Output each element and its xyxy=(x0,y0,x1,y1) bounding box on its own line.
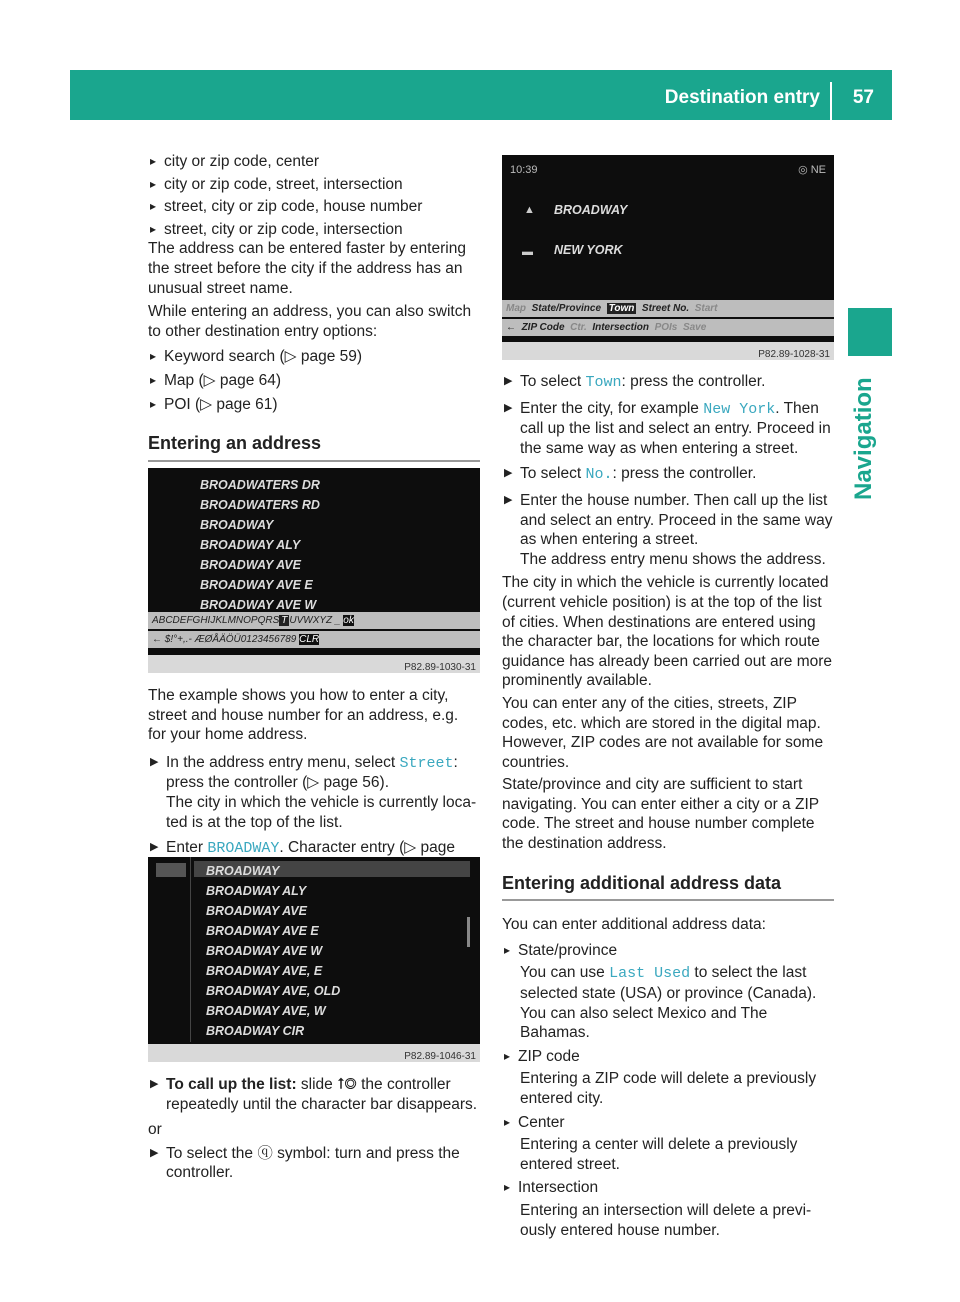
list-item: BROADWAY AVE xyxy=(200,558,301,572)
ui-term: New York xyxy=(703,400,776,418)
menu-bar: Map State/Province Town Street No. Start xyxy=(502,300,834,317)
list-item: BROADWAY AVE, W xyxy=(206,1004,326,1018)
header-separator xyxy=(830,82,832,120)
list-item-text: Entering an intersection will delete a previ- ously entered house number. xyxy=(520,1201,812,1239)
list-item-text: You can also select Mexico and The Bahamas. xyxy=(520,1004,768,1042)
list-item: BROADWAY ALY xyxy=(200,538,301,552)
street-icon: ▲ xyxy=(524,204,535,216)
list-item: BROADWAY AVE, OLD xyxy=(206,984,341,998)
list-item: ▸ street, city or zip code, house number xyxy=(148,197,480,217)
paragraph: While entering an address, you can also switch to other destination entry options: xyxy=(148,303,472,340)
step: ▶ Enter the city, for example New York. Then call up the list and select an entry. Proceed in the same way as when entering a street. xyxy=(502,399,834,459)
ui-term: Street xyxy=(399,754,454,772)
step: ▶ To select the ⓠ symbol: turn and press the controller. xyxy=(148,1144,480,1183)
menu-bar-2: ← ZIP Code Ctr. Intersection POIs Save xyxy=(502,319,834,336)
list-item: BROADWATERS DR xyxy=(200,478,320,492)
left-column-lower xyxy=(148,686,480,878)
ui-term: Town xyxy=(585,374,622,391)
step: ▶ To select No.: press the controller. xyxy=(502,464,834,485)
step: ▶ Enter BROADWAY. Character entry (▷ page xyxy=(148,838,480,878)
list-item: BROADWAY AVE E xyxy=(200,578,313,592)
paragraph: The address can be entered faster by entering the street before the city if the address has an unusual street name. xyxy=(148,240,466,297)
city-icon: ▬ xyxy=(522,246,533,258)
image-caption: P82.89-1046-31 xyxy=(148,1044,480,1062)
clock: 10:39 xyxy=(510,164,538,176)
list-item: ▸ State/province xyxy=(502,941,834,961)
step: ▶ Enter the house number. Then call up the list and select an entry. Proceed in the same way as when entering a street. xyxy=(502,491,834,550)
right-column xyxy=(502,372,834,1240)
step: ▶ In the address entry menu, select Street: xyxy=(148,753,480,774)
paragraph: or xyxy=(148,1121,162,1139)
image-caption: P82.89-1028-31 xyxy=(502,342,834,360)
paragraph: The city in which the vehicle is currently located (current vehicle position) is at the top of the list of cities. When destinations are entered using the character bar, the locations for which route guidance has already been carried out are more prominently available. xyxy=(502,574,833,690)
section-heading: Entering an address xyxy=(148,434,480,462)
step-text: The address entry menu shows the address. xyxy=(520,550,826,568)
list-item: ▸ Keyword search (▷ page 59) xyxy=(148,347,480,367)
list-item-text: Entering a ZIP code will delete a previously entered city. xyxy=(520,1070,817,1107)
list-item: ▸ city or zip code, center xyxy=(148,152,480,172)
header-title: Destination entry xyxy=(664,87,820,108)
step: ▶ To select Town: press the controller. xyxy=(502,372,834,393)
paragraph: State/province and city are sufficient to start navigating. You can enter either a city or a ZIP code. The street and house number complete the destination address. xyxy=(502,776,819,853)
page-number: 57 xyxy=(852,87,874,108)
left-column-bottom xyxy=(148,1075,480,1183)
ui-term: No. xyxy=(585,466,613,484)
list-item: BROADWAY xyxy=(200,518,274,532)
list-item: BROADWAY ALY xyxy=(206,884,307,898)
list-item: BROADWAY CIR xyxy=(206,1024,305,1038)
ui-term: Last Used xyxy=(609,965,691,983)
character-bar: ABCDEFGHIJKLMNOPQRS T UVWXYZ _ ok xyxy=(148,612,480,629)
list-item: BROADWAY AVE E xyxy=(206,924,319,938)
list-item: ▸ street, city or zip code, intersection xyxy=(148,220,480,240)
step-text: The city in which the vehicle is currently loca- ted is at the top of the list. xyxy=(166,793,477,831)
left-column xyxy=(148,152,480,462)
street-value: BROADWAY xyxy=(554,203,628,217)
list-item: ▸ Center xyxy=(502,1113,834,1133)
section-tab xyxy=(848,308,892,356)
back-icon xyxy=(156,863,186,877)
page-header xyxy=(70,70,892,120)
screenshot-address-list xyxy=(148,468,480,673)
list-item: ▸ POI (▷ page 61) xyxy=(148,395,480,415)
list-item: BROADWAY xyxy=(206,864,280,878)
paragraph: You can enter any of the cities, streets, ZIP codes, etc. which are stored in the digital map. However, ZIP codes are not available for some countries. xyxy=(502,694,824,771)
paragraph: You can enter additional address data: xyxy=(502,916,766,934)
list-item-text: You can use Last Used to select the last selected state (USA) or province (Canada). xyxy=(520,964,817,1003)
section-heading: Entering additional address data xyxy=(502,874,834,902)
list-item: ▸ Map (▷ page 64) xyxy=(148,371,480,391)
compass: ◎ NE xyxy=(798,164,826,176)
step: ▶ To call up the list: slide ⭡◎ the controller repeatedly until the character bar disappears. xyxy=(148,1075,480,1114)
list-item: ▸ ZIP code xyxy=(502,1047,834,1067)
list-item: BROADWAY AVE, E xyxy=(206,964,323,978)
list-item: ▸ city or zip code, street, intersection xyxy=(148,175,480,195)
image-caption: P82.89-1030-31 xyxy=(148,655,480,673)
ok-icon: ok xyxy=(343,615,354,626)
ui-term: BROADWAY xyxy=(207,840,280,858)
list-item-text: Entering a center will delete a previously entered street. xyxy=(520,1136,798,1173)
paragraph: The example shows you how to enter a city, street and house number for an address, e.g. for your home address. xyxy=(148,687,459,744)
city-value: NEW YORK xyxy=(554,243,623,257)
list-item: BROADWAY AVE xyxy=(206,904,307,918)
scrollbar xyxy=(467,917,470,947)
list-item: ▸ Intersection xyxy=(502,1178,834,1198)
list-item: BROADWAY AVE W xyxy=(200,598,317,612)
screenshot-address-entry xyxy=(502,155,834,360)
list-item: BROADWATERS RD xyxy=(200,498,320,512)
list-item: BROADWAY AVE W xyxy=(206,944,323,958)
step-text: press the controller (▷ page 56). xyxy=(166,774,390,792)
screenshot-street-list xyxy=(148,857,480,1062)
character-bar-2: ← $!°+,.- ÆØÅÄÖÜ0123456789 CLR xyxy=(148,631,480,648)
